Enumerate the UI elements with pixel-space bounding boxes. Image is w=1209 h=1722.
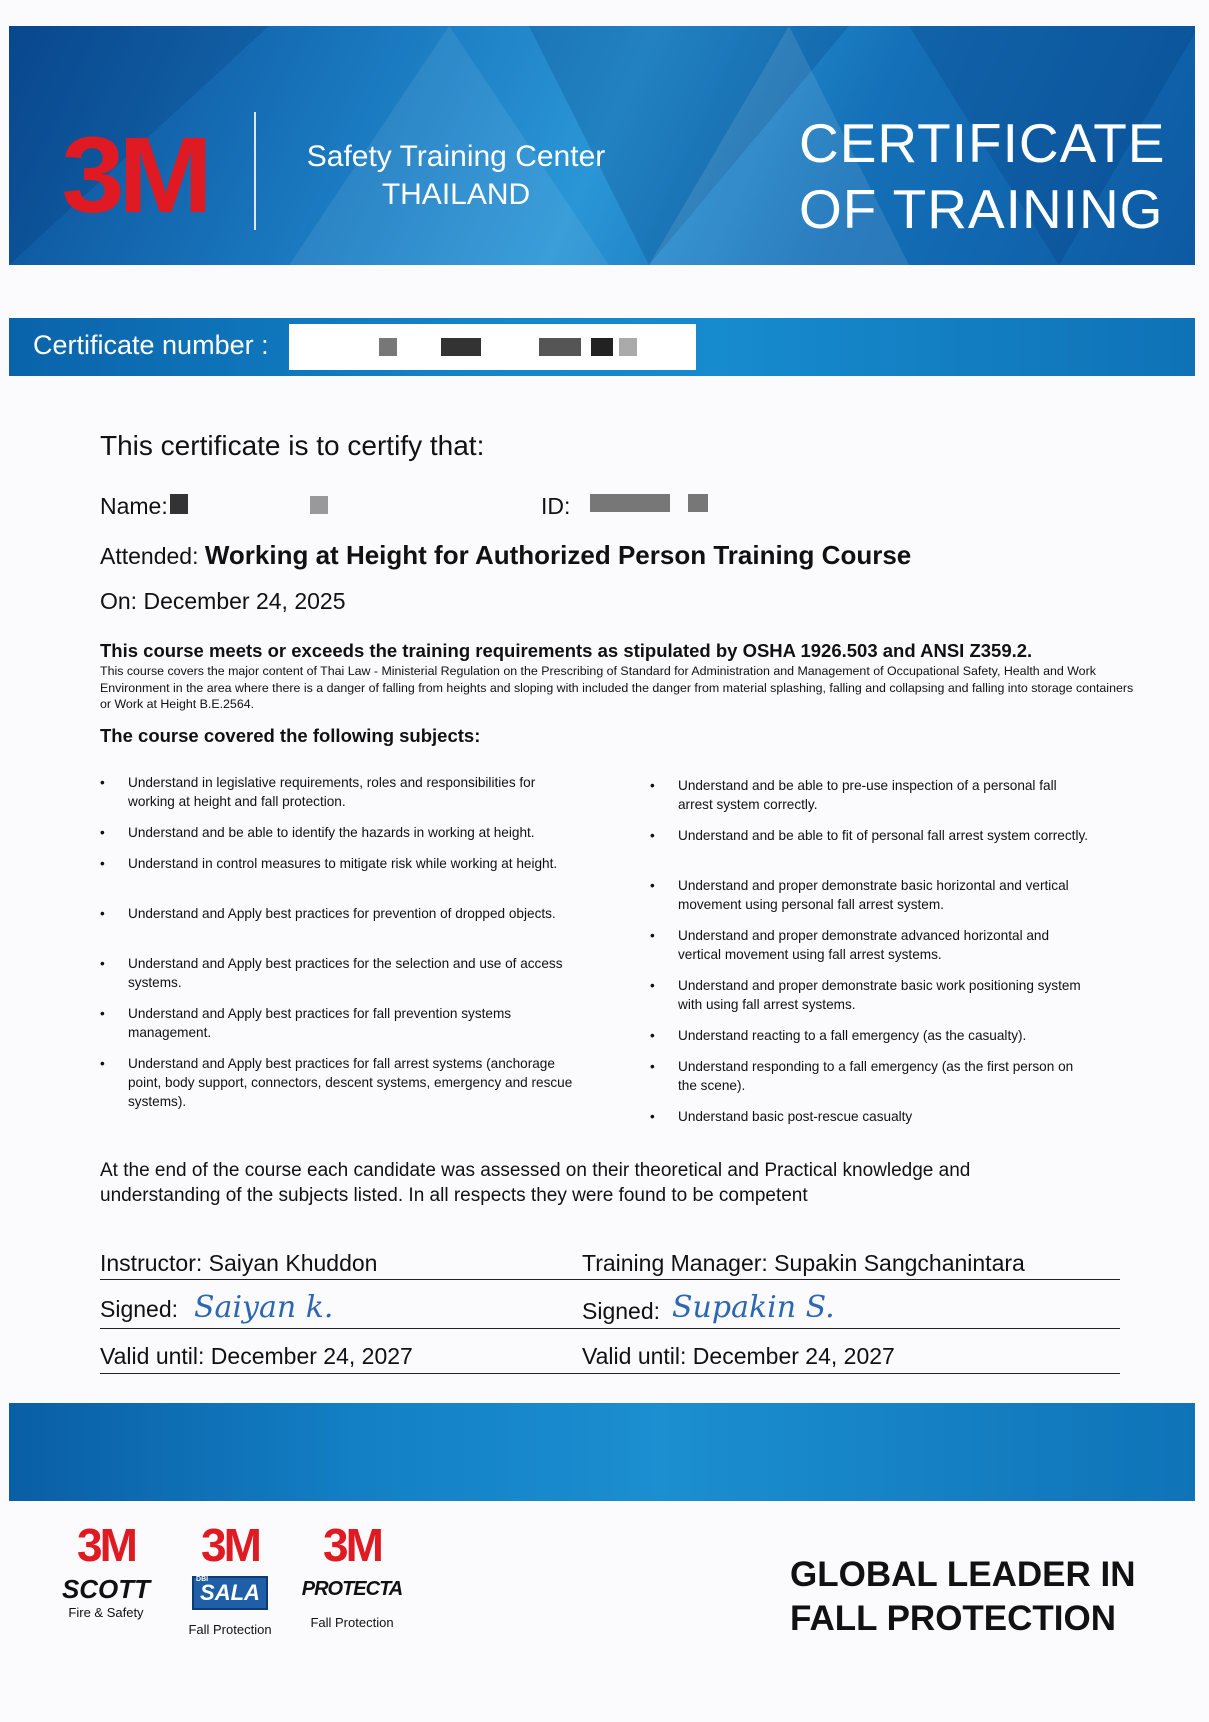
subject-text: Understand and proper demonstrate advanced horizontal and vertical movement using fall arrest systems. [678,928,1050,962]
brand-subtitle: Fall Protection [310,1615,394,1630]
subject-text: Understand reacting to a fall emergency (as the casualty). [678,1028,1027,1043]
subject-text: Understand and proper demonstrate basic work positioning system with using fall arrest systems. [678,978,1081,1012]
certificate-number-redacted [289,324,696,370]
3m-logo: 3M [323,1519,381,1571]
scott-logo: SCOTT [61,1574,151,1604]
subject-text: Understand and be able to pre-use inspection of a personal fall arrest system correctly. [678,778,1057,812]
assessment-summary: At the end of the course each candidate was assessed on their theoretical and Practical knowledge and understanding of the subjects listed. In all respects they were found to be competent [100,1160,971,1206]
brand-subtitle: Fire & Safety [68,1605,144,1620]
on-line [100,588,345,615]
certificate-title-line1: CERTIFICATE [799,112,1166,174]
subject-text: Understand and Apply best practices for prevention of dropped objects. [128,906,556,921]
subject-text: Understand in legislative requirements, roles and responsibilities for working at height and fall protection. [128,775,536,809]
instructor-valid-until: Valid until: December 24, 2027 [100,1343,413,1369]
training-center-line2: THAILAND [381,178,531,211]
slogan [790,1553,1180,1641]
subject-text: Understand in control measures to mitigate risk while working at height. [128,856,558,871]
certificate-title [799,110,1189,242]
instructor-signature: Saiyan k. [194,1290,334,1325]
protecta-logo: PROTECTA [301,1578,403,1600]
training-center-line1: Safety Training Center [306,140,606,173]
manager-signature: Supakin S. [672,1290,835,1325]
signature-divider-3 [100,1373,1120,1374]
header-divider [254,112,256,230]
subject-text: Understand responding to a fall emergency (as the first person on the scene). [678,1059,1074,1093]
name-label: Name: [100,493,168,519]
slogan-line1: GLOBAL LEADER IN [790,1555,1136,1594]
certificate-number-bar [9,318,1195,376]
standards-statement: This course meets or exceeds the training requirements as stipulated by OSHA 1926.503 and ANSI Z359.2. [100,640,1033,661]
3m-logo: 3M [77,1519,135,1571]
on-label: On: [100,588,138,614]
subject-text: Understand basic post-rescue casualty [678,1109,913,1124]
brand-sala [170,1519,290,1637]
header-banner [9,26,1195,265]
subject-text: Understand and be able to fit of personal fall arrest system correctly. [678,828,1089,843]
subject-text: Understand and Apply best practices for fall prevention systems management. [128,1006,512,1040]
3m-logo: 3M [201,1519,259,1571]
3m-logo: 3M [61,114,207,235]
instructor-signed-label: Signed: [100,1296,179,1322]
certificate-number-label: Certificate number : [33,330,269,360]
brand-scott [36,1519,176,1620]
subject-text: Understand and Apply best practices for the selection and use of access systems. [128,956,563,990]
manager-signed-label: Signed: [582,1298,661,1324]
course-date: December 24, 2025 [143,588,346,614]
slogan-line2: FALL PROTECTION [790,1599,1117,1638]
training-center-name [271,138,641,214]
signature-divider-1 [100,1279,1120,1280]
training-manager-name: Training Manager: Supakin Sangchanintara [582,1250,1025,1276]
attended-label: Attended: [100,543,199,569]
attended-line [100,540,911,571]
name-redacted [170,494,330,514]
signature-divider-2 [100,1328,1120,1329]
certify-heading: This certificate is to certify that: [100,430,485,461]
sala-logo [192,1576,268,1610]
id-label: ID: [541,493,571,519]
brand-subtitle: Fall Protection [188,1622,272,1637]
manager-valid-until: Valid until: December 24, 2027 [582,1343,895,1369]
footer-band [9,1403,1195,1501]
certificate-title-line2: OF TRAINING [799,178,1164,240]
subjects-heading: The course covered the following subjects: [100,725,481,746]
subject-text: Understand and Apply best practices for fall arrest systems (anchorage point, body support, connectors, descent systems, emergency and rescue systems). [128,1056,573,1109]
instructor-name: Instructor: Saiyan Khuddon [100,1250,378,1276]
sala-text: SALA [200,1580,260,1605]
subject-text: Understand and be able to identify the hazards in working at height. [128,825,535,840]
course-name: Working at Height for Authorized Person Training Course [204,540,912,570]
thai-law-scope: This course covers the major content of Thai Law - Ministerial Regulation on the Prescribing of Standard for Administration and Management of Occupational Safety, Health and Work Environment in the area where there is a danger of falling from heights and sloping with included the danger from material splashing, falling and collapsing and falling into storage containers or Work at Height B.E.2564. [100,664,1134,711]
brand-protecta [292,1519,412,1630]
subject-text: Understand and proper demonstrate basic horizontal and vertical movement using personal fall arrest system. [678,878,1069,912]
id-redacted [590,494,710,514]
dbi-tag: DBI [196,1576,209,1583]
